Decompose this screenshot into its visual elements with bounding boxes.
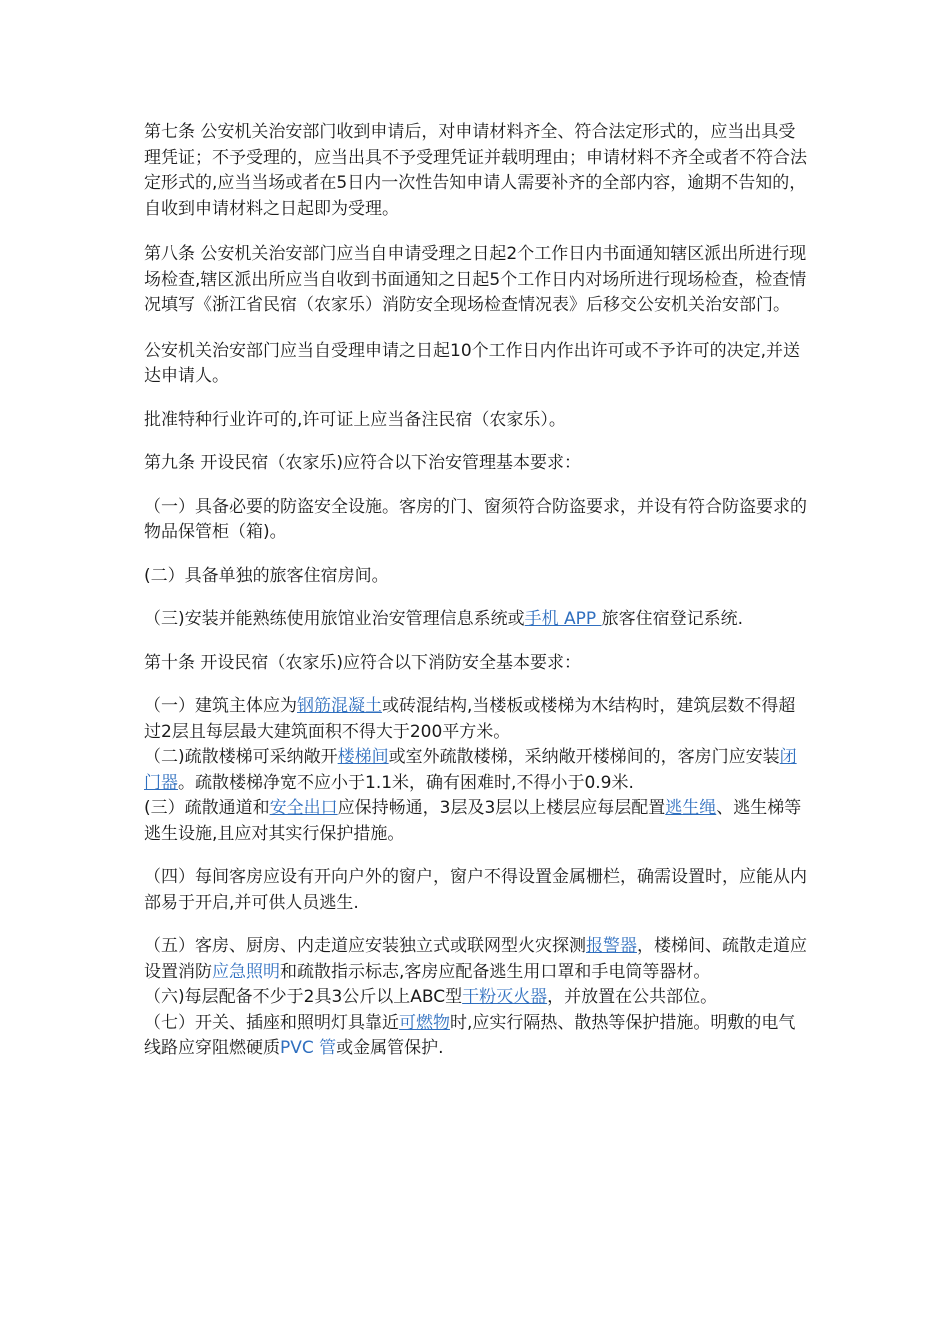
article-10-item-5 bbox=[144, 934, 812, 985]
article-7-paragraph: 第七条 公安机关治安部门收到申请后，对申请材料齐全、符合法定形式的，应当出具受理凭证；不予受理的，应当出具不予受理凭证并载明理由；申请材料不齐全或者不符合法定形式的,应当当场或者在5日内一次性告知申请人需要补齐的全部内容，逾期不告知的，自收到申请材料之日起即为受理。 bbox=[144, 122, 807, 219]
article-8-paragraph: 第八条 公安机关治安部门应当自申请受理之日起2个工作日内书面通知辖区派出所进行现场检查,辖区派出所应当自收到书面通知之日起5个工作日内对场所进行现场检查，检查情况填写《浙江省民宿（农家乐）消防安全现场检查情况表》后移交公安机关治安部门。 bbox=[144, 244, 807, 315]
i7-text-post: 或金属管保护. bbox=[336, 1038, 444, 1058]
decision-paragraph: 公安机关治安部门应当自受理申请之日起10个工作日内作出许可或不予许可的决定,并送达申请人。 bbox=[144, 340, 801, 386]
dry-powder-extinguisher-link[interactable]: 干粉灭火器 bbox=[462, 987, 548, 1007]
i2-text-mid: 或室外疏散楼梯，采纳敞开楼梯间的，客房门应安装 bbox=[388, 747, 780, 767]
emergency-lighting-link[interactable]: 应急照明 bbox=[212, 961, 280, 982]
i2-text-pre: （二)疏散楼梯可采纳敞开 bbox=[144, 747, 338, 767]
article-10-item-3 bbox=[144, 796, 812, 847]
i1-text-pre: （一）建筑主体应为 bbox=[144, 696, 297, 716]
i7-text-pre: （七）开关、插座和照明灯具靠近 bbox=[144, 1012, 399, 1033]
combustibles-link[interactable]: 可燃物 bbox=[399, 1012, 450, 1033]
article-9-heading: 第九条 开设民宿（农家乐)应符合以下治安管理基本要求： bbox=[144, 453, 582, 473]
stairwell-link[interactable]: 楼梯间 bbox=[337, 747, 389, 767]
i2-text-post: 。疏散楼梯净宽不应小于1.1米，确有困难时,不得小于0.9米. bbox=[178, 772, 634, 793]
door-closer-link[interactable]: 闭门器 bbox=[144, 747, 797, 793]
i5-text-pre: （五）客房、厨房、内走道应安装独立式或联网型火灾探测 bbox=[144, 936, 586, 956]
i6-text-post: ，并放置在公共部位。 bbox=[547, 987, 718, 1007]
i3-text-mid: 应保持畅通，3层及3层以上楼层应每层配置 bbox=[337, 798, 666, 818]
phone-app-link[interactable]: 手机 APP bbox=[524, 609, 602, 629]
i5-text-post: 和疏散指示标志,客房应配备逃生用口罩和手电筒等器材。 bbox=[280, 961, 711, 982]
article-10-item-7 bbox=[144, 1011, 812, 1062]
i5-text-mid: ，楼梯间、疏散走道应设置消防 bbox=[144, 936, 807, 982]
i6-text-pre: （六)每层配备不少于2具3公斤以上ABC型 bbox=[144, 987, 463, 1007]
item3-text-post: 旅客住宿登记系统. bbox=[601, 609, 743, 629]
article-9-item-3 bbox=[144, 607, 812, 633]
document-body bbox=[144, 120, 812, 1062]
article-10-heading: 第十条 开设民宿（农家乐)应符合以下消防安全基本要求： bbox=[144, 652, 582, 673]
safety-exit-link[interactable]: 安全出口 bbox=[269, 798, 338, 818]
article-10-item-1 bbox=[144, 694, 812, 745]
item3-text-pre: （三)安装并能熟练使用旅馆业治安管理信息系统或 bbox=[144, 609, 525, 629]
i1-text-post: 或砖混结构,当楼板或楼梯为木结构时，建筑层数不得超过2层且每层最大建筑面积不得大于200平方米。 bbox=[144, 696, 796, 742]
i3-text-pre: (三）疏散通道和 bbox=[144, 798, 270, 818]
i7-text-mid: 时,应实行隔热、散热等保护措施。明敷的电气线路应穿阻燃硬质 bbox=[144, 1012, 796, 1058]
escape-rope-link[interactable]: 逃生绳 bbox=[665, 798, 717, 818]
article-9-item-2: (二）具备单独的旅客住宿房间。 bbox=[144, 565, 389, 586]
reinforced-concrete-link[interactable]: 钢筋混凝土 bbox=[297, 696, 382, 716]
article-9-item-1: （一）具备必要的防盗安全设施。客房的门、窗须符合防盗要求，并设有符合防盗要求的物品保管柜（箱)。 bbox=[144, 496, 807, 542]
article-10-item-6 bbox=[144, 985, 812, 1011]
pvc-pipe-link[interactable]: PVC 管 bbox=[280, 1038, 337, 1058]
approval-paragraph: 批准特种行业许可的,许可证上应当备注民宿（农家乐）。 bbox=[144, 409, 566, 430]
article-10-item-2 bbox=[144, 745, 812, 796]
i3-text-post: 、逃生梯等逃生设施,且应对其实行保护措施。 bbox=[144, 798, 802, 844]
article-10-item-4: （四）每间客房应设有开向户外的窗户，窗户不得设置金属栅栏，确需设置时，应能从内部易于开启,并可供人员逃生. bbox=[144, 867, 807, 913]
alarm-link[interactable]: 报警器 bbox=[586, 936, 637, 956]
